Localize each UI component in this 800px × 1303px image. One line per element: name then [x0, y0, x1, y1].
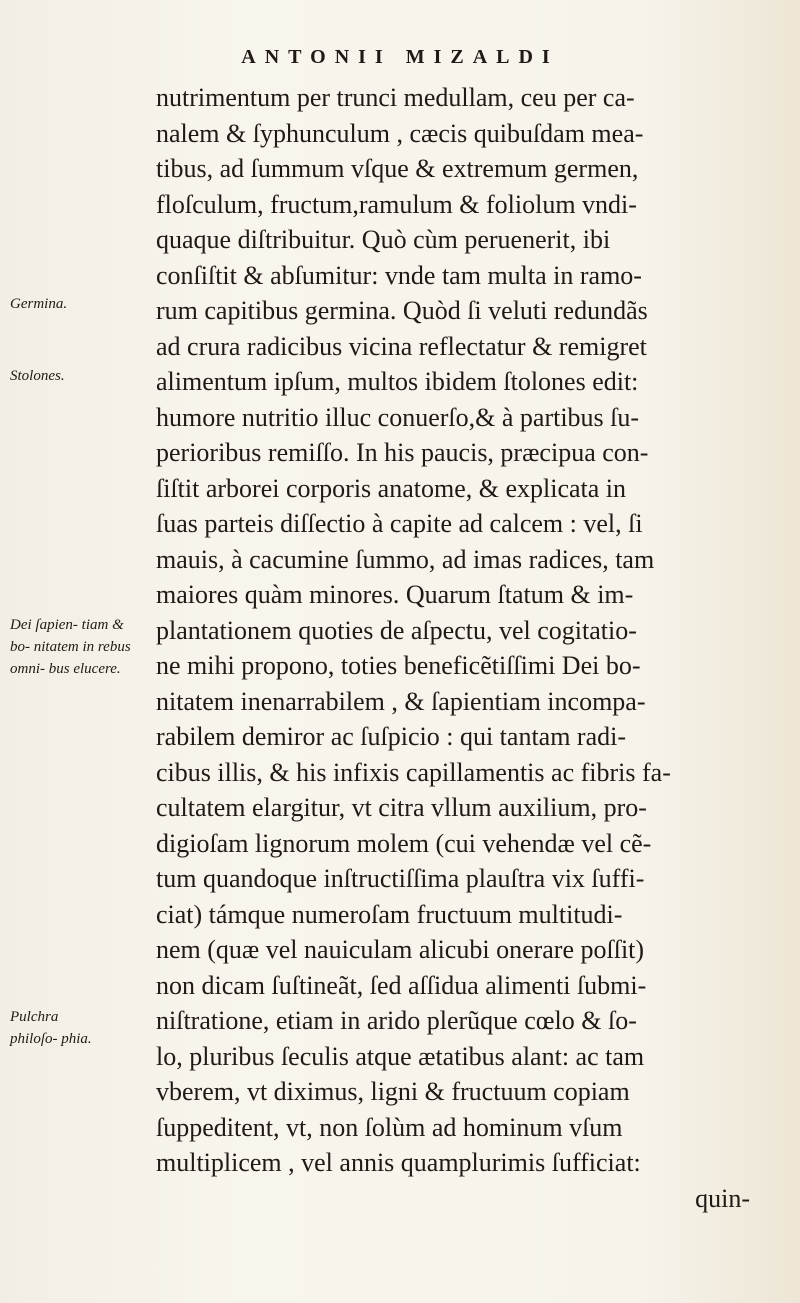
text-line: quaque diſtribuitur. Quò cùm peruenerit, ibi — [156, 225, 611, 254]
text-line: floſculum, fructum,ramulum & foliolum vndi- — [156, 189, 637, 219]
marginal-note-stolones: Stolones. — [10, 368, 65, 384]
text-line: ſuppeditent, vt, non ſolùm ad hominum vſum — [156, 1112, 623, 1142]
text-line: mauis, à cacumine ſummo, ad imas radices, tam — [156, 544, 655, 574]
text-line: nalem & ſyphunculum , cæcis quibuſdam mea- — [156, 118, 644, 148]
text-line: rum capitibus germina. Quòd ſi veluti redundãs — [156, 296, 648, 325]
catchword: quin- — [695, 1183, 750, 1213]
marginal-note-germina: Germina. — [10, 296, 68, 312]
text-line: cultatem elargitur, vt citra vllum auxilium, pro- — [156, 793, 647, 822]
text-line: conſiſtit & abſumitur: vnde tam multa in ramo- — [156, 260, 642, 290]
text-line: tum quandoque inſtructiſſima plauſtra vix ſuffi- — [156, 864, 645, 893]
text-line: nitatem inenarrabilem , & ſapientiam incompa- — [156, 686, 646, 716]
text-line: lo, pluribus ſeculis atque ætatibus alant: ac tam — [156, 1041, 645, 1071]
text-line: maiores quàm minores. Quarum ſtatum & im- — [156, 580, 634, 609]
text-line: nutrimentum per trunci medullam, ceu per ca- — [156, 83, 635, 112]
text-line: ciat) támque numeroſam fructuum multitudi- — [156, 899, 623, 929]
text-line: alimentum ipſum, multos ibidem ſtolones edit: — [156, 367, 639, 396]
text-line: tibus, ad ſummum vſque & extremum germen, — [156, 154, 639, 183]
text-line: multiplicem , vel annis quamplurimis ſufficiat: — [156, 1148, 641, 1177]
marginal-note-pulchra-philosophia: Pulchra philoſo- phia. — [10, 1009, 92, 1047]
marginal-note-dei-sapientia: Dei ſapien- tiam & bo- nitatem in rebus omni- bus elucere. — [10, 617, 131, 677]
text-line: ſiſtit arborei corporis anatome, & explicata in — [156, 473, 627, 503]
text-line: niſtratione, etiam in arido plerũque cœlo & ſo- — [156, 1006, 637, 1035]
text-line: ad crura radicibus vicina reflectatur & remigret — [156, 331, 647, 361]
text-line: plantationem quoties de aſpectu, vel cogitatio- — [156, 615, 637, 645]
text-line: rabilem demiror ac ſuſpicio : qui tantam radi- — [156, 722, 627, 751]
text-line: non dicam ſuſtineãt, ſed aſſidua alimenti ſubmi- — [156, 970, 647, 1000]
text-line: digioſam lignorum molem (cui vehendæ vel cẽ- — [156, 828, 652, 858]
running-header: ANTONII MIZALDI — [241, 46, 559, 68]
body-text — [156, 80, 772, 1216]
text-line: ſuas parteis diſſectio à capite ad calcem : vel, ſi — [156, 509, 643, 538]
text-line: nem (quæ vel nauiculam alicubi onerare poſſit) — [156, 935, 645, 964]
text-line: cibus illis, & his infixis capillamentis ac fibris fa- — [156, 757, 671, 787]
text-line: vberem, vt diximus, ligni & fructuum copiam — [156, 1077, 630, 1106]
text-line: ne mihi propono, toties beneficẽtiſſimi Dei bo- — [156, 651, 641, 680]
text-line: humore nutritio illuc conuerſo,& à partibus ſu- — [156, 402, 640, 432]
text-line: perioribus remiſſo. In his paucis, præcipua con- — [156, 438, 649, 467]
